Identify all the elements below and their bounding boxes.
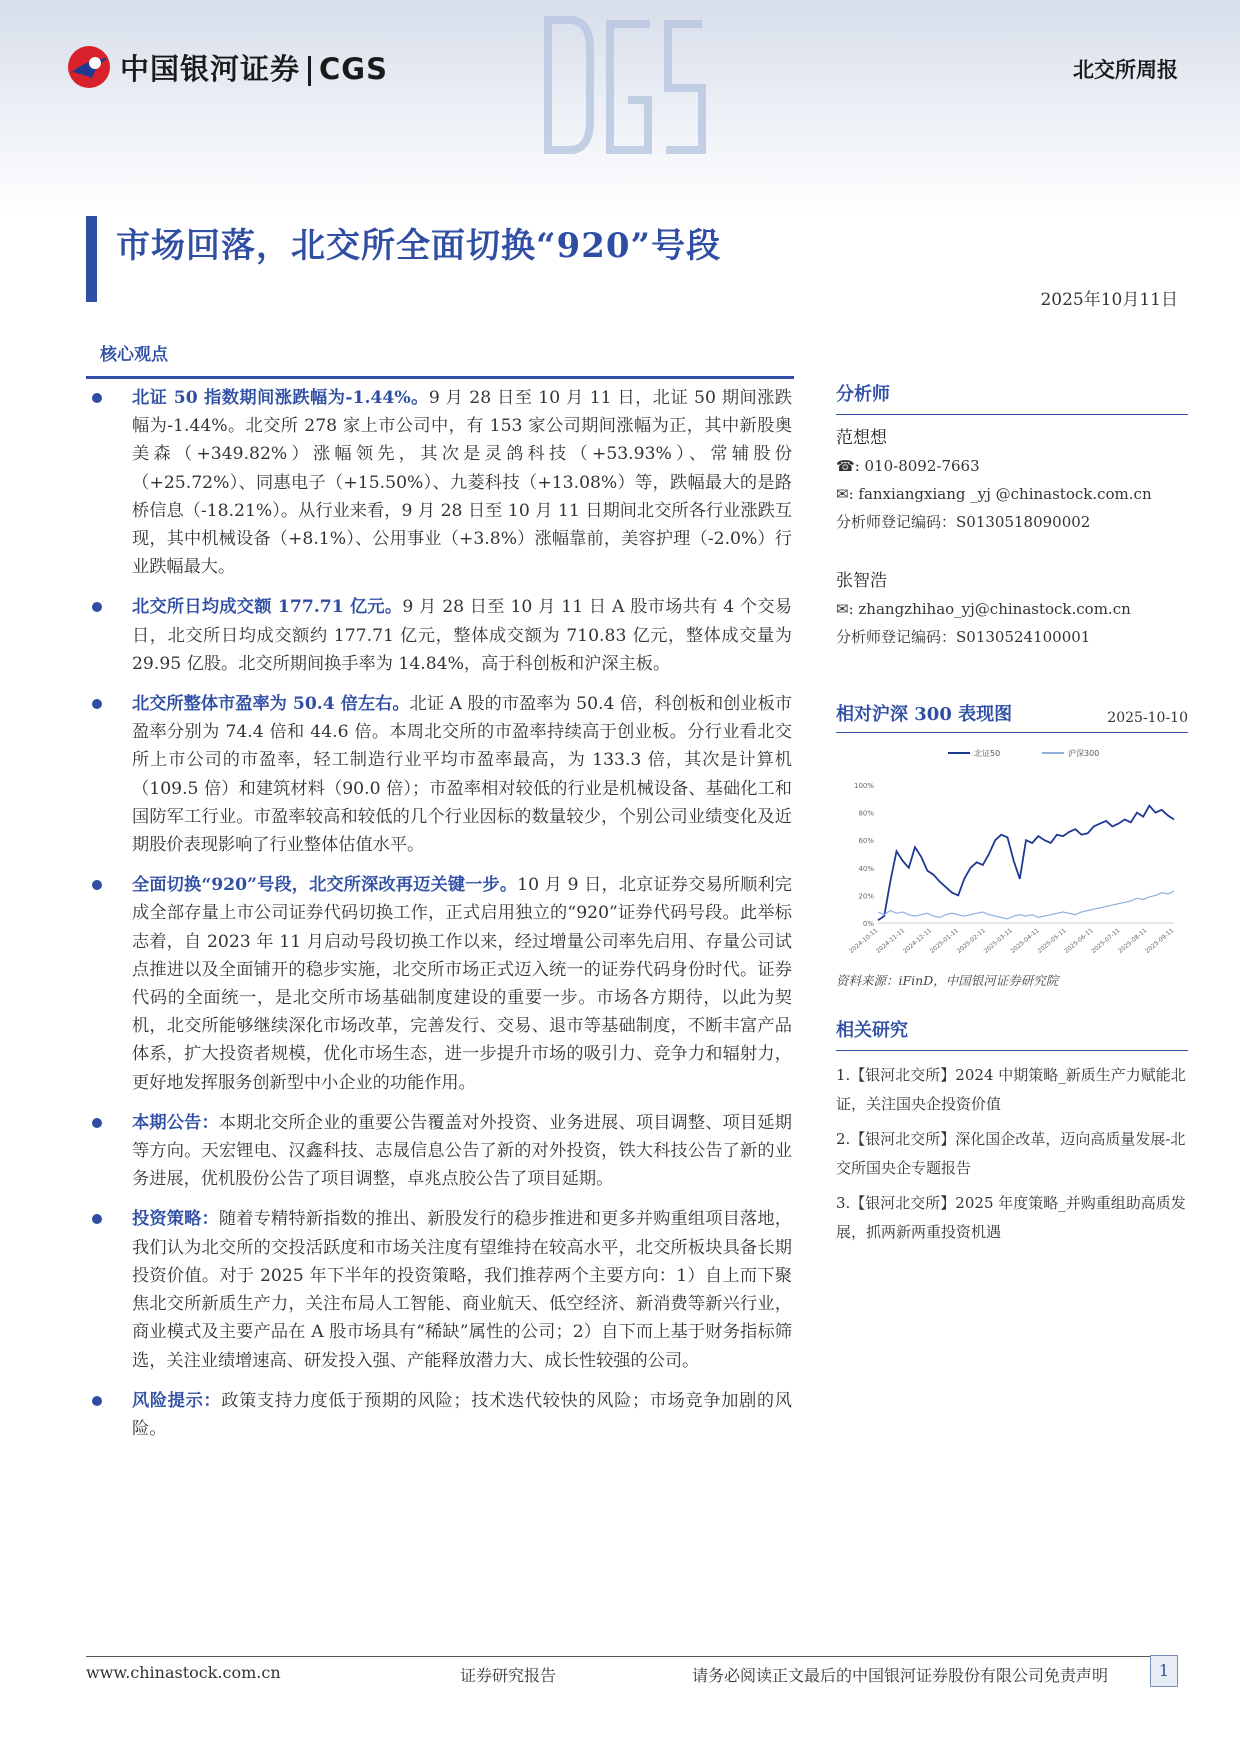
bullet-text: 北证 A 股的市盈率为 50.4 倍，科创板和创业板市盈率分别为 74.4 倍和 44.6 倍。本周北交所的市盈率持续高于创业板。分行业看北交所上市公司的市盈率，轻工制造行业平均市盈率最高，为 133.3 倍，其次是计算机（109.5 倍）和建筑材料（90.0 倍）；市盈率相对较低的行业是机械设备、基础化工和国防军工行业。市盈率较高和较低的几个行业因标的数量较少，个别公司业绩变化及近期股价表现影响了行业整体估值水平。 [132, 694, 792, 856]
bullet-highlight: 北证 50 指数期间涨跌幅为-1.44%。 [132, 388, 429, 408]
analyst-reg: 分析师登记编码：S0130518090002 [836, 513, 1091, 531]
y-tick-label: 100% [853, 782, 874, 790]
phone-icon: ☎ [836, 457, 855, 475]
analyst-email: ✉: fanxiangxiang _yj @chinastock.com.cn [836, 485, 1152, 503]
legend-label: 北证50 [974, 749, 1001, 758]
bullet-dot-icon [92, 393, 102, 403]
core-views-label: 核心观点 [100, 345, 168, 365]
analyst-panel [836, 380, 1188, 651]
relative-performance-chart [836, 733, 1188, 963]
bullet-item [86, 871, 792, 1097]
bullet-item [86, 690, 792, 859]
bullet-text: 随着专精特新指数的推出、新股发行的稳步推进和更多并购重组项目落地，我们认为北交所的交投活跃度和市场关注度有望维持在较高水平，北交所板块具备长期投资价值。对于 2025 年下半年的投资策略，我们推荐两个主要方向：1）自上而下聚焦北交所新质生产力，关注布局人工智能、商业航天、低空经济、新消费等新兴行业，商业模式及主要产品在 A 股市场具有“稀缺”属性的公司；2）自下而上基于财务指标筛选，关注业绩增速高、研发投入强、产能释放潜力大、成长性较强的公司。 [132, 1209, 792, 1371]
chart-date: 2025-10-10 [1107, 710, 1188, 726]
footer-disclaimer: 请务必阅读正文最后的中国银河证券股份有限公司免责声明 [692, 1666, 1109, 1685]
series-line-hs300 [878, 891, 1174, 919]
x-tick-label: 2024-10-11 [848, 927, 880, 955]
related-heading: 相关研究 [836, 1016, 1188, 1051]
y-tick-label: 80% [858, 809, 874, 818]
phone-number: 010-8092-7663 [864, 457, 980, 475]
analyst-email: ✉: zhangzhihao_yj@chinastock.com.cn [836, 600, 1131, 618]
related-research-panel [836, 1016, 1188, 1253]
email-link[interactable]: zhangzhihao_yj@chinastock.com.cn [858, 600, 1131, 618]
analyst-name: 范想想 [836, 428, 887, 448]
galaxy-logo-icon [66, 44, 112, 90]
chart-heading: 相对沪深 300 表现图 [836, 704, 1013, 725]
bullet-text: 9 月 28 日至 10 月 11 日，北证 50 期间涨跌幅为-1.44%。北交所 278 家上市公司中，有 153 家公司期间涨幅为正，其中新股奥美森（+349.82%）涨幅领先，其次是灵鸽科技（+53.93%）、常辅股份（+25.72%）、同惠电子（+15.50%）、九菱科技（+13.08%）等，跌幅最大的是路桥信息（-18.21%）。从行业来看，9 月 28 日至 10 月 11 日期间北交所各行业涨跌互现，其中机械设备（+8.1%）、公用事业（+3.8%）涨幅靠前，美容护理（-2.0%）行业跌幅最大。 [132, 388, 792, 578]
bullet-text: 9 月 28 日至 10 月 11 日 A 股市场共有 4 个交易日，北交所日均成交额约 177.71 亿元，整体成交额为 710.83 亿元，整体成交量为 29.95 亿股。北交所期间换手率为 14.84%，高于科创板和沪深主板。 [132, 597, 793, 674]
bullet-highlight: 投资策略： [132, 1209, 219, 1230]
y-tick-label: 60% [858, 837, 874, 846]
brand-logo [66, 44, 388, 90]
cgs-watermark-logo [540, 10, 710, 165]
analyst-heading: 分析师 [836, 380, 1188, 415]
bullet-dot-icon [92, 602, 102, 612]
x-tick-label: 2025-09-11 [1144, 927, 1176, 955]
footer-center: 证券研究报告 [460, 1666, 557, 1685]
analyst-reg: 分析师登记编码：S0130524100001 [836, 628, 1091, 646]
x-tick-label: 2024-12-11 [901, 927, 934, 955]
title-accent-bar [86, 216, 97, 302]
y-tick-label: 20% [858, 892, 874, 901]
footer-rule [86, 1656, 1150, 1657]
bullet-highlight: 北交所日均成交额 177.71 亿元。 [132, 597, 403, 618]
bullet-item [86, 593, 792, 678]
footer-website[interactable]: www.chinastock.com.cn [86, 1663, 281, 1682]
bullet-highlight: 全面切换“920”号段，北交所深改再迈关键一步。 [132, 875, 518, 896]
legend-label: 沪深300 [1068, 749, 1100, 758]
x-tick-label: 2025-06-11 [1063, 927, 1095, 955]
y-tick-label: 0% [862, 920, 874, 928]
bullet-item [86, 1205, 792, 1374]
mail-icon: ✉ [836, 485, 849, 503]
x-tick-label: 2025-08-11 [1117, 927, 1149, 955]
performance-chart-panel [836, 700, 1188, 989]
bullet-item [86, 384, 792, 581]
series-line-bz50 [878, 806, 1174, 921]
report-date: 2025年10月11日 [1040, 290, 1178, 310]
report-title: 市场回落，北交所全面切换“920”号段 [116, 226, 722, 266]
x-tick-label: 2025-03-11 [982, 927, 1014, 955]
related-item[interactable]: 3.【银河北交所】2025 年度策略_并购重组助高质发展，抓两新两重投资机遇 [836, 1194, 1186, 1241]
bullet-text: 本期北交所企业的重要公告覆盖对外投资、业务进展、项目调整、项目延期等方向。天宏锂电、汉鑫科技、志晟信息公告了新的对外投资，铁大科技公告了新的业务进展，优机股份公告了项目调整，卓兆点胶公告了项目延期。 [132, 1112, 792, 1190]
bullet-text: 政策支持力度低于预期的风险；技术迭代较快的风险；市场竞争加剧的风险。 [132, 1390, 792, 1439]
chart-source: 资料来源：iFinD，中国银河证券研究院 [836, 973, 1059, 988]
bullet-dot-icon [92, 1118, 102, 1128]
bullet-highlight: 本期公告： [132, 1112, 219, 1133]
main-content [86, 384, 792, 1455]
analyst-name: 张智浩 [836, 571, 887, 591]
x-tick-label: 2025-05-11 [1036, 927, 1068, 955]
report-type: 北交所周报 [1073, 58, 1178, 82]
bullet-text: 10 月 9 日，北京证券交易所顺利完成全部存量上市公司证券代码切换工作，正式启用独立的“920”证券代码号段。此举标志着，自 2023 年 11 月启动号段切换工作以来，经过增量公司率先启用、存量公司试点推进以及全面铺开的稳步实施，北交所市场正式迈入统一的证券代码身份时代。证券代码的全面统一，是北交所市场基础制度建设的重要一步。市场各方期待，以此为契机，北交所能够继续深化市场改革，完善发行、交易、退市等基础制度，不断丰富产品体系，扩大投资者规模，优化市场生态，进一步提升市场的吸引力、竞争力和辐射力，更好地发挥服务创新型中小企业的功能作用。 [132, 875, 792, 1093]
x-tick-label: 2025-02-11 [955, 927, 987, 955]
bullet-item [86, 1387, 792, 1443]
bullet-dot-icon [92, 880, 102, 890]
x-tick-label: 2025-04-11 [1009, 927, 1041, 955]
bullet-dot-icon [92, 1396, 102, 1406]
email-link[interactable]: fanxiangxiang _yj @chinastock.com.cn [858, 485, 1152, 503]
y-tick-label: 40% [858, 864, 874, 873]
bullet-dot-icon [92, 699, 102, 709]
page-number: 1 [1150, 1655, 1178, 1687]
core-views-rule [86, 376, 794, 379]
bullet-highlight: 风险提示： [132, 1390, 222, 1411]
x-tick-label: 2024-11-11 [874, 927, 907, 955]
related-item[interactable]: 1.【银河北交所】2024 中期策略_新质生产力赋能北证，关注国央企投资价值 [836, 1066, 1186, 1113]
mail-icon: ✉ [836, 600, 849, 618]
chart-header [836, 700, 1188, 733]
bullet-item [86, 1109, 792, 1194]
bullet-highlight: 北交所整体市盈率为 50.4 倍左右。 [132, 694, 410, 715]
brand-name-en: CGS [319, 51, 388, 86]
x-tick-label: 2025-07-11 [1090, 927, 1122, 955]
bullet-dot-icon [92, 1214, 102, 1224]
related-item[interactable]: 2.【银河北交所】深化国企改革，迈向高质量发展-北交所国央企专题报告 [836, 1130, 1186, 1177]
x-tick-label: 2025-01-11 [928, 927, 961, 955]
analyst-phone: ☎: 010-8092-7663 [836, 457, 980, 475]
brand-name-cn: 中国银河证券 [120, 51, 301, 86]
